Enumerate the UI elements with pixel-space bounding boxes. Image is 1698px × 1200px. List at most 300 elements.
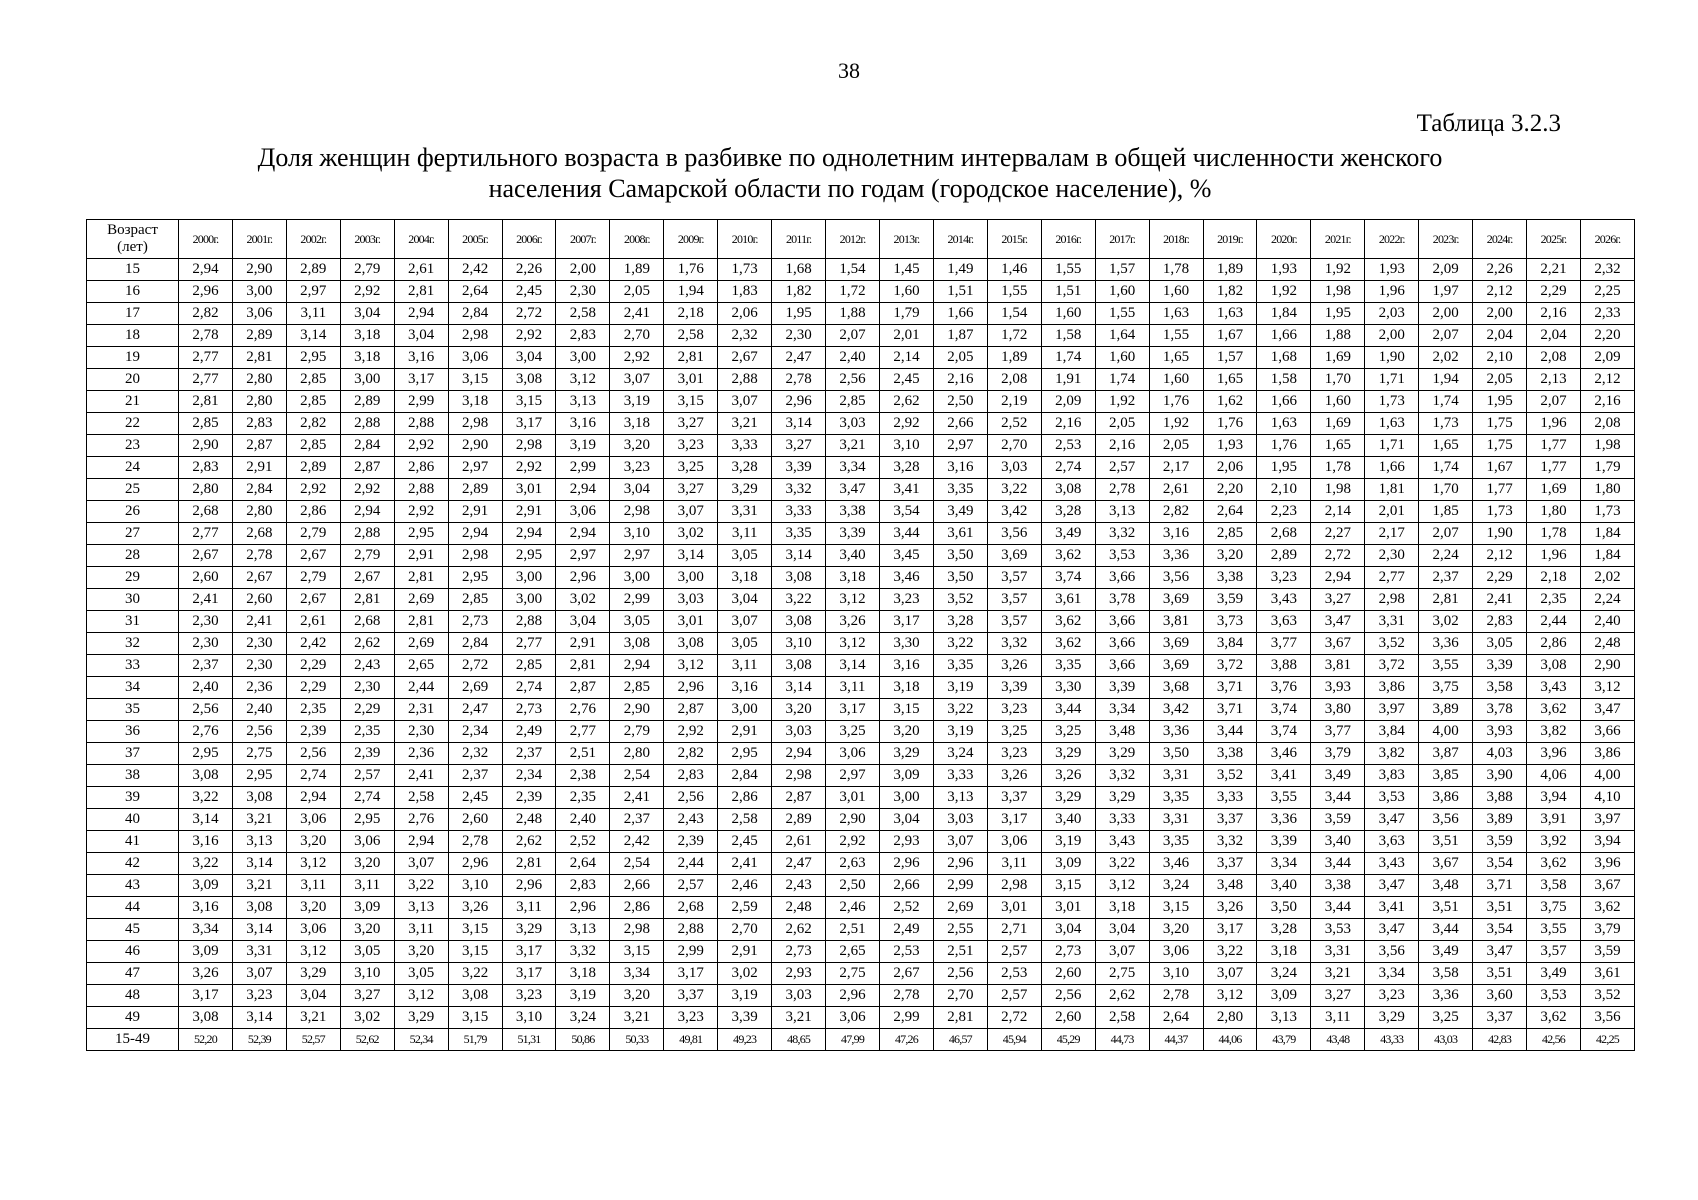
value-cell: 3,37 (987, 787, 1041, 809)
value-cell: 2,37 (448, 765, 502, 787)
value-cell: 2,51 (933, 941, 987, 963)
value-cell: 3,01 (1041, 897, 1095, 919)
value-cell: 1,89 (987, 347, 1041, 369)
value-cell: 3,23 (664, 435, 718, 457)
value-cell: 1,84 (1580, 545, 1634, 567)
value-cell: 3,11 (826, 677, 880, 699)
value-cell: 2,67 (718, 347, 772, 369)
value-cell: 3,39 (987, 677, 1041, 699)
value-cell: 2,82 (1149, 501, 1203, 523)
value-cell: 2,93 (772, 963, 826, 985)
value-cell: 3,51 (1473, 897, 1527, 919)
value-cell: 1,73 (1419, 413, 1473, 435)
value-cell: 3,13 (1257, 1007, 1311, 1029)
value-cell: 2,17 (1149, 457, 1203, 479)
value-cell: 2,83 (556, 325, 610, 347)
value-cell: 3,11 (987, 853, 1041, 875)
value-cell: 2,87 (232, 435, 286, 457)
value-cell: 3,71 (1203, 677, 1257, 699)
value-cell: 3,30 (1041, 677, 1095, 699)
value-cell: 3,12 (556, 369, 610, 391)
age-cell: 26 (87, 501, 179, 523)
value-cell: 2,89 (772, 809, 826, 831)
value-cell: 3,21 (232, 809, 286, 831)
value-cell: 2,89 (286, 259, 340, 281)
value-cell: 2,29 (1473, 567, 1527, 589)
year-column-header: 2021г. (1311, 220, 1365, 259)
value-cell: 2,64 (1203, 501, 1257, 523)
value-cell: 2,16 (1095, 435, 1149, 457)
age-cell: 39 (87, 787, 179, 809)
value-cell: 3,18 (718, 567, 772, 589)
value-cell: 2,95 (718, 743, 772, 765)
value-cell: 2,62 (340, 633, 394, 655)
value-cell: 2,29 (286, 677, 340, 699)
value-cell: 3,50 (1149, 743, 1203, 765)
value-cell: 3,29 (502, 919, 556, 941)
value-cell: 2,06 (718, 303, 772, 325)
value-cell: 1,77 (1473, 479, 1527, 501)
value-cell: 3,31 (1365, 611, 1419, 633)
total-value-cell: 42,83 (1473, 1029, 1527, 1051)
value-cell: 2,80 (232, 369, 286, 391)
value-cell: 2,91 (718, 721, 772, 743)
value-cell: 2,05 (1473, 369, 1527, 391)
value-cell: 2,77 (179, 369, 233, 391)
value-cell: 3,85 (1419, 765, 1473, 787)
value-cell: 1,60 (1311, 391, 1365, 413)
table-row (87, 941, 1635, 963)
value-cell: 3,62 (1041, 633, 1095, 655)
value-cell: 2,77 (179, 523, 233, 545)
value-cell: 1,54 (987, 303, 1041, 325)
value-cell: 2,74 (340, 787, 394, 809)
value-cell: 2,33 (1580, 303, 1634, 325)
value-cell: 2,92 (502, 457, 556, 479)
value-cell: 2,46 (718, 875, 772, 897)
value-cell: 1,60 (1149, 281, 1203, 303)
value-cell: 3,15 (610, 941, 664, 963)
value-cell: 2,43 (340, 655, 394, 677)
value-cell: 3,22 (1203, 941, 1257, 963)
value-cell: 2,35 (556, 787, 610, 809)
value-cell: 3,17 (1203, 919, 1257, 941)
value-cell: 2,42 (610, 831, 664, 853)
value-cell: 3,20 (772, 699, 826, 721)
value-cell: 3,71 (1203, 699, 1257, 721)
value-cell: 3,08 (664, 633, 718, 655)
value-cell: 2,98 (772, 765, 826, 787)
value-cell: 3,04 (394, 325, 448, 347)
value-cell: 3,03 (772, 985, 826, 1007)
year-column-header: 2017г. (1095, 220, 1149, 259)
value-cell: 3,49 (1419, 941, 1473, 963)
age-cell: 48 (87, 985, 179, 1007)
value-cell: 2,73 (1041, 941, 1095, 963)
value-cell: 2,98 (502, 435, 556, 457)
value-cell: 3,14 (664, 545, 718, 567)
value-cell: 3,68 (1149, 677, 1203, 699)
value-cell: 3,66 (1580, 721, 1634, 743)
value-cell: 3,09 (340, 897, 394, 919)
value-cell: 1,78 (1311, 457, 1365, 479)
value-cell: 3,53 (1311, 919, 1365, 941)
value-cell: 3,44 (1311, 853, 1365, 875)
value-cell: 3,31 (718, 501, 772, 523)
value-cell: 3,57 (1527, 941, 1581, 963)
value-cell: 3,32 (772, 479, 826, 501)
value-cell: 3,59 (1473, 831, 1527, 853)
value-cell: 2,68 (179, 501, 233, 523)
value-cell: 3,56 (1365, 941, 1419, 963)
value-cell: 2,84 (718, 765, 772, 787)
value-cell: 2,83 (556, 875, 610, 897)
value-cell: 3,48 (1095, 721, 1149, 743)
age-cell: 21 (87, 391, 179, 413)
value-cell: 3,15 (448, 369, 502, 391)
value-cell: 1,80 (1580, 479, 1634, 501)
value-cell: 3,44 (1311, 787, 1365, 809)
year-column-header: 2012г. (826, 220, 880, 259)
value-cell: 2,81 (1419, 589, 1473, 611)
value-cell: 1,84 (1580, 523, 1634, 545)
value-cell: 3,46 (1149, 853, 1203, 875)
total-value-cell: 44,06 (1203, 1029, 1257, 1051)
value-cell: 3,97 (1365, 699, 1419, 721)
value-cell: 2,41 (610, 787, 664, 809)
value-cell: 2,70 (610, 325, 664, 347)
value-cell: 2,05 (1095, 413, 1149, 435)
value-cell: 3,42 (987, 501, 1041, 523)
value-cell: 1,92 (1257, 281, 1311, 303)
value-cell: 2,62 (879, 391, 933, 413)
value-cell: 3,82 (1365, 743, 1419, 765)
value-cell: 2,50 (826, 875, 880, 897)
value-cell: 2,79 (286, 523, 340, 545)
value-cell: 2,47 (448, 699, 502, 721)
value-cell: 3,07 (933, 831, 987, 853)
value-cell: 2,95 (502, 545, 556, 567)
value-cell: 2,37 (179, 655, 233, 677)
value-cell: 3,09 (1041, 853, 1095, 875)
value-cell: 3,15 (448, 1007, 502, 1029)
value-cell: 3,84 (1203, 633, 1257, 655)
value-cell: 2,87 (772, 787, 826, 809)
value-cell: 2,05 (1149, 435, 1203, 457)
value-cell: 2,18 (664, 303, 718, 325)
value-cell: 2,47 (772, 853, 826, 875)
value-cell: 3,08 (179, 1007, 233, 1029)
table-row (87, 435, 1635, 457)
value-cell: 2,17 (1365, 523, 1419, 545)
value-cell: 3,26 (1203, 897, 1257, 919)
value-cell: 1,98 (1580, 435, 1634, 457)
value-cell: 2,44 (394, 677, 448, 699)
value-cell: 2,27 (1311, 523, 1365, 545)
value-cell: 4,06 (1527, 765, 1581, 787)
value-cell: 1,63 (1365, 413, 1419, 435)
year-column-header: 2002г. (286, 220, 340, 259)
value-cell: 3,08 (772, 655, 826, 677)
value-cell: 2,80 (179, 479, 233, 501)
value-cell: 3,87 (1419, 743, 1473, 765)
value-cell: 2,58 (556, 303, 610, 325)
value-cell: 2,78 (772, 369, 826, 391)
value-cell: 3,58 (1527, 875, 1581, 897)
table-row (87, 853, 1635, 875)
value-cell: 1,74 (1095, 369, 1149, 391)
value-cell: 3,67 (1311, 633, 1365, 655)
value-cell: 2,07 (1419, 523, 1473, 545)
value-cell: 2,07 (1419, 325, 1473, 347)
age-cell: 23 (87, 435, 179, 457)
value-cell: 3,17 (664, 963, 718, 985)
value-cell: 2,00 (1365, 325, 1419, 347)
value-cell: 2,42 (286, 633, 340, 655)
value-cell: 3,34 (179, 919, 233, 941)
value-cell: 3,21 (286, 1007, 340, 1029)
value-cell: 2,95 (394, 523, 448, 545)
value-cell: 2,88 (394, 479, 448, 501)
value-cell: 3,81 (1149, 611, 1203, 633)
value-cell: 3,18 (340, 325, 394, 347)
value-cell: 1,64 (1095, 325, 1149, 347)
value-cell: 3,04 (340, 303, 394, 325)
value-cell: 3,22 (179, 787, 233, 809)
value-cell: 3,23 (664, 1007, 718, 1029)
value-cell: 2,85 (448, 589, 502, 611)
value-cell: 3,71 (1473, 875, 1527, 897)
value-cell: 2,97 (933, 435, 987, 457)
value-cell: 2,93 (879, 831, 933, 853)
value-cell: 2,40 (179, 677, 233, 699)
value-cell: 3,03 (933, 809, 987, 831)
table-row (87, 523, 1635, 545)
year-column-header: 2003г. (340, 220, 394, 259)
value-cell: 4,00 (1580, 765, 1634, 787)
value-cell: 2,57 (987, 985, 1041, 1007)
value-cell: 2,76 (179, 721, 233, 743)
value-cell: 3,15 (502, 391, 556, 413)
value-cell: 2,58 (718, 809, 772, 831)
year-column-header: 2024г. (1473, 220, 1527, 259)
value-cell: 3,62 (1527, 699, 1581, 721)
age-cell: 28 (87, 545, 179, 567)
value-cell: 1,60 (1041, 303, 1095, 325)
year-column-header: 2018г. (1149, 220, 1203, 259)
value-cell: 1,79 (879, 303, 933, 325)
value-cell: 3,47 (1365, 809, 1419, 831)
value-cell: 2,92 (826, 831, 880, 853)
value-cell: 3,27 (1311, 985, 1365, 1007)
year-column-header: 2020г. (1257, 220, 1311, 259)
value-cell: 1,67 (1473, 457, 1527, 479)
value-cell: 3,58 (1473, 677, 1527, 699)
value-cell: 2,80 (232, 501, 286, 523)
value-cell: 3,07 (664, 501, 718, 523)
value-cell: 1,98 (1311, 281, 1365, 303)
value-cell: 2,81 (394, 281, 448, 303)
value-cell: 3,20 (286, 831, 340, 853)
value-cell: 3,21 (718, 413, 772, 435)
age-cell: 37 (87, 743, 179, 765)
total-value-cell: 52,57 (286, 1029, 340, 1051)
value-cell: 3,62 (1580, 897, 1634, 919)
value-cell: 2,01 (1365, 501, 1419, 523)
value-cell: 3,18 (340, 347, 394, 369)
value-cell: 2,36 (394, 743, 448, 765)
value-cell: 3,33 (772, 501, 826, 523)
value-cell: 2,92 (340, 281, 394, 303)
value-cell: 2,50 (933, 391, 987, 413)
value-cell: 2,56 (826, 369, 880, 391)
value-cell: 2,01 (879, 325, 933, 347)
value-cell: 3,56 (1580, 1007, 1634, 1029)
value-cell: 3,73 (1203, 611, 1257, 633)
value-cell: 2,75 (826, 963, 880, 985)
value-cell: 1,65 (1149, 347, 1203, 369)
age-cell: 43 (87, 875, 179, 897)
value-cell: 2,56 (286, 743, 340, 765)
value-cell: 3,01 (502, 479, 556, 501)
value-cell: 1,49 (933, 259, 987, 281)
value-cell: 1,93 (1203, 435, 1257, 457)
table-row (87, 809, 1635, 831)
value-cell: 1,51 (933, 281, 987, 303)
value-cell: 3,18 (448, 391, 502, 413)
value-cell: 3,38 (1203, 743, 1257, 765)
value-cell: 3,12 (286, 853, 340, 875)
value-cell: 3,12 (664, 655, 718, 677)
value-cell: 2,30 (772, 325, 826, 347)
value-cell: 3,17 (987, 809, 1041, 831)
value-cell: 1,60 (879, 281, 933, 303)
table-row (87, 303, 1635, 325)
table-row (87, 479, 1635, 501)
value-cell: 3,57 (987, 611, 1041, 633)
value-cell: 3,20 (340, 853, 394, 875)
value-cell: 2,97 (826, 765, 880, 787)
value-cell: 2,98 (1365, 589, 1419, 611)
value-cell: 2,97 (610, 545, 664, 567)
value-cell: 2,48 (502, 809, 556, 831)
value-cell: 2,73 (502, 699, 556, 721)
value-cell: 2,96 (772, 391, 826, 413)
value-cell: 2,96 (933, 853, 987, 875)
value-cell: 2,52 (556, 831, 610, 853)
value-cell: 3,04 (286, 985, 340, 1007)
value-cell: 2,78 (1149, 985, 1203, 1007)
age-cell: 22 (87, 413, 179, 435)
value-cell: 3,75 (1527, 897, 1581, 919)
value-cell: 3,38 (1203, 567, 1257, 589)
value-cell: 2,85 (826, 391, 880, 413)
value-cell: 3,20 (1203, 545, 1257, 567)
value-cell: 3,23 (502, 985, 556, 1007)
value-cell: 3,09 (879, 765, 933, 787)
value-cell: 1,71 (1365, 369, 1419, 391)
value-cell: 3,08 (232, 897, 286, 919)
value-cell: 3,16 (179, 897, 233, 919)
value-cell: 3,20 (340, 919, 394, 941)
table-row (87, 677, 1635, 699)
value-cell: 2,85 (286, 391, 340, 413)
value-cell: 2,81 (340, 589, 394, 611)
value-cell: 3,22 (394, 875, 448, 897)
value-cell: 3,14 (232, 919, 286, 941)
total-row (87, 1029, 1635, 1051)
value-cell: 3,50 (933, 545, 987, 567)
value-cell: 3,29 (1041, 743, 1095, 765)
value-cell: 2,56 (664, 787, 718, 809)
value-cell: 2,07 (1527, 391, 1581, 413)
value-cell: 1,73 (1473, 501, 1527, 523)
value-cell: 2,40 (1580, 611, 1634, 633)
value-cell: 3,12 (826, 633, 880, 655)
value-cell: 2,16 (1527, 303, 1581, 325)
value-cell: 3,76 (1257, 677, 1311, 699)
value-cell: 2,96 (179, 281, 233, 303)
value-cell: 3,44 (1041, 699, 1095, 721)
value-cell: 3,39 (772, 457, 826, 479)
table-row (87, 347, 1635, 369)
value-cell: 2,00 (556, 259, 610, 281)
value-cell: 2,90 (448, 435, 502, 457)
value-cell: 2,86 (1527, 633, 1581, 655)
value-cell: 3,00 (610, 567, 664, 589)
value-cell: 1,69 (1527, 479, 1581, 501)
value-cell: 3,07 (232, 963, 286, 985)
value-cell: 3,69 (1149, 633, 1203, 655)
value-cell: 2,34 (502, 765, 556, 787)
age-cell: 35 (87, 699, 179, 721)
value-cell: 2,40 (826, 347, 880, 369)
value-cell: 2,91 (502, 501, 556, 523)
value-cell: 2,30 (556, 281, 610, 303)
value-cell: 1,98 (1311, 479, 1365, 501)
total-value-cell: 52,39 (232, 1029, 286, 1051)
table-row (87, 831, 1635, 853)
value-cell: 2,02 (1419, 347, 1473, 369)
value-cell: 1,60 (1095, 347, 1149, 369)
total-value-cell: 50,33 (610, 1029, 664, 1051)
value-cell: 2,39 (664, 831, 718, 853)
value-cell: 2,94 (610, 655, 664, 677)
total-value-cell: 47,26 (879, 1029, 933, 1051)
value-cell: 2,95 (340, 809, 394, 831)
value-cell: 3,12 (1203, 985, 1257, 1007)
value-cell: 3,23 (1257, 567, 1311, 589)
value-cell: 3,91 (1527, 809, 1581, 831)
value-cell: 2,67 (340, 567, 394, 589)
value-cell: 2,56 (933, 963, 987, 985)
value-cell: 3,32 (1095, 523, 1149, 545)
value-cell: 3,19 (556, 985, 610, 1007)
value-cell: 1,80 (1527, 501, 1581, 523)
value-cell: 3,10 (610, 523, 664, 545)
year-column-header: 2009г. (664, 220, 718, 259)
value-cell: 3,21 (1311, 963, 1365, 985)
value-cell: 3,59 (1580, 941, 1634, 963)
value-cell: 2,94 (394, 303, 448, 325)
value-cell: 2,67 (179, 545, 233, 567)
value-cell: 3,49 (1311, 765, 1365, 787)
value-cell: 3,34 (1257, 853, 1311, 875)
age-cell: 30 (87, 589, 179, 611)
value-cell: 3,94 (1580, 831, 1634, 853)
age-header-line-1: Возраст (107, 222, 158, 238)
value-cell: 2,68 (340, 611, 394, 633)
